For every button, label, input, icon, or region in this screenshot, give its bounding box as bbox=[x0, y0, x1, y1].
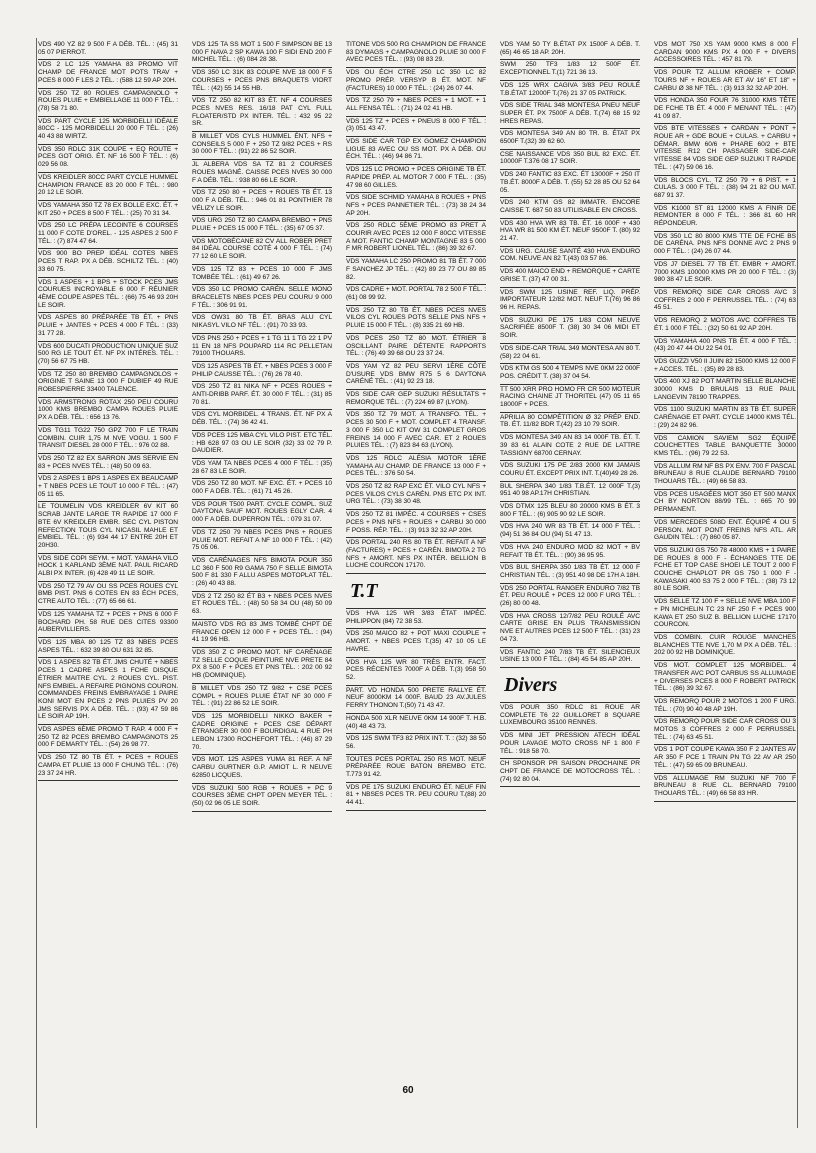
classified-ad: VDS 400 MAICO END + REMORQUE + CARTE GRISE T. (37) 47 00 31. bbox=[500, 267, 640, 287]
classified-ad: CH SPONSOR PR SAISON PROCHAINE PR CHPT DE FRANCE DE MOTOCROSS TÉL. : (74) 92 80 04. bbox=[500, 759, 640, 787]
classified-ad: VDS OU ÉCH CTRE 250 LC 350 LC 82 PROMO PRÉP. VERSYP B ÉT. MOT. NF (FACTURES) 10 000 F TÉL. : (24) 26 07 44. bbox=[346, 68, 486, 96]
classified-ad: VDS OW31 80 TB ÉT. BRAS ALU CYL NIKASYL VILO NF TÉL. : (91) 70 33 93. bbox=[192, 313, 332, 333]
classified-ad: APRILIA 80 COMPÉTITION Ø 32 PRÉP END. TB. ÉT. 11/82 BDR T.(42) 23 10 79 SOIR. bbox=[500, 413, 640, 433]
classified-ad: VDS SUZUKI 175 PE 2/83 2000 KM JAMAIS COURU ÉT. EXCEPT PRIX INT. T.(40)49 28 26. bbox=[500, 461, 640, 481]
classified-ad: VDS 125 MORBIDELLI NIKKO BAKER + CADRE ORIGINE + PCES CSE DÉPART ÉTRANGER 30 000 F BOURDIGAL 4 RUE PH LEBON 17300 ROCHEFORT TÉL. : (46) 87 29 70. bbox=[192, 712, 332, 756]
classified-ad: TT 500 XRR PRO HOMO FR CR 500 MOTEUR RACING CHAINE JT THORITEL (47) 05 11 65 18000F + PCES. bbox=[500, 385, 640, 413]
classified-ad: VDS HVA 240 ENDURO MOD 82 MOT + BV REFAIT TB ÉT. TÉL. : (90) 36 95 95. bbox=[500, 543, 640, 563]
classified-ad: VDS 350 LC 31K 83 COUPE NVE 18 000 F 5 COURSES + PCES PNS BRAQUETS VIORT TÉL. : (42) 55 14 55 HB. bbox=[192, 68, 332, 96]
classified-ad: VDS 2 ASPES 1 BPS 1 ASPES EX BEAUCAMP + T NBES PCES LE TOUT 10 000 F TÉL. : (47) 05 11 65. bbox=[38, 474, 178, 502]
classified-ad: VDS MOT. COMPLET 125 MORBIDEL. 4 TRANSFER AVC POT CARBUS SS ALLUMAGE + DIVERSES PCES 8 000 F ROBERT PATRICK TÉL. : (86) 39 32 67. bbox=[654, 661, 796, 697]
page-frame-right bbox=[797, 38, 798, 1128]
classified-ad: VDS HVA 240 WR 83 TB ÉT. 14 000 F TÉL. : (94) 51 36 84 OU (94) 51 47 13. bbox=[500, 522, 640, 542]
classified-ad: VDS HVA CROSS 12/7/82 PEU ROULÉ AVC CARTE GRISE EN PLUS TRANSMISSION NVE ET AUTRES PCES 12 500 F TÉL. : (31) 23 04 73. bbox=[500, 612, 640, 648]
classified-ads-page bbox=[38, 40, 796, 1120]
classified-ad: VDS SUZUKI PE 175 1/83 COM NEUVE SACRIFIÉE 8500F T. (38) 30 34 06 MIDI ET SOIR. bbox=[500, 316, 640, 344]
classified-ad: VDS PE 175 SUZUKI ENDURO ÉT. NEUF FIN 81 + NBSES PCES TR. PEU COURU T.(88) 20 44 41. bbox=[346, 783, 486, 811]
classified-ad: VDS ALLUMAGE RM SUZUKI NF 700 F BRUNEAU 8 RUE CL. BERNARD 79100 THOUARS TÉL. : (49) 66 58 83 HR. bbox=[654, 774, 796, 802]
classified-ad: VDS 2 LC 125 YAMAHA 83 PROMO VIT CHAMP DE FRANCE MOT POTS TRAV + PCES 8 000 F LES 2 TÉL. : (588 12 59 AP 20H. bbox=[38, 60, 178, 88]
classified-ad: B MILLET VDS CYLS HUMMEL ÉNT. NFS + CONSEILS 5 000 F + 250 TZ 9/82 PCES + RS 30 000 F TÉL. : (91) 22 86 52 SOIR. bbox=[192, 132, 332, 160]
classified-ad: VDS ASPES 80 PRÉPARÉE TB ÉT. + PNS PLUIE + JANTES + PCES 4 000 F TÉL. : (33) 31 77 28. bbox=[38, 313, 178, 341]
page-frame-left bbox=[36, 38, 37, 1128]
classified-ad: VDS YAMAHA 400 PNS TB ÉT. 4 000 F TÉL. : (43) 20 47 44 OU 22 54 01. bbox=[654, 337, 796, 357]
classified-ad: VDS PCES 250 TZ 80 MOT. ÉTRIER 8 OSCILLANT PAIRE DÉTENTE RAPPORTS TÉL. : (76) 49 39 68 OU 23 37 24. bbox=[346, 334, 486, 362]
classified-ad: MAISTO VDS RG 83 JMS TOMBÉ CHPT DE FRANCE OPEN 12 000 F + PCES TÉL. : (94) 41 19 96 HB. bbox=[192, 620, 332, 648]
classified-ad: VDS 125 SWM TF3 82 PRIX INT. T. : (32) 38 50 56. bbox=[346, 734, 486, 754]
classified-ad: VDS 125 WRX CAGIVA 3/83 PEU ROULÉ T.B.ÉTAT 12000F T.(76) 21 37 05 PATRICK. bbox=[500, 81, 640, 101]
classified-ad: VDS ALLUM RM NF BS PX ENV. 700 F PASCAL BRUNEAU 8 RUE CLAUDE BERNARD 79100 THOUARS TÉL. : (49) 66 58 83. bbox=[654, 462, 796, 490]
classified-ad: HONDA 500 XLR NEUVE 0KM 14 900F T. H.B. (40) 48 43 73. bbox=[346, 714, 486, 734]
classified-ad: VDS POUR TZ ALLUM KROBER + COMP. TOURS NF + ROUES AR ET AV 16" ET 18" + CARBU Ø 38 NF TÉL. : (3) 913 32 32 AP 20H. bbox=[654, 68, 796, 96]
classified-ad: VDS 1 ASPES + 1 BPS + STOCK PCES JMS COURUES INCROYABLE 6 000 F RÉUNIER 4ÈME COUPE ASPES TÉL. : (66) 75 46 93 20H LE SOIR. bbox=[38, 278, 178, 314]
classified-ad: VDS 250 TZ 82 EX SARRON JMS SERVIE EN 83 + PCES NVES TÉL. : (48) 50 09 63. bbox=[38, 454, 178, 474]
classified-ad: VDS 125 TZ + PCES + PNEUS 8 000 F TÉL. : (3) 051 43 47. bbox=[346, 117, 486, 137]
classified-ad: VDS 240 FANTIC 83 EXC. ÉT 13000F + 250 IT TB.ÉT. 8000F A DÉB. T. (55) 52 28 85 OU 52 64 05. bbox=[500, 170, 640, 198]
classified-ad: VDS 250 PORTAL RANGER ENDURO 7/82 TB ÉT. PEU ROULÉ + PCES 12 000 F URG TÉL. : (26) 80 00 48. bbox=[500, 584, 640, 612]
classified-ad: TOUTES PCES PORTAL 250 RS MOT. NEUF PRÉPARÉE ROUE BATON BREMBO ETC. T.773 91 42. bbox=[346, 755, 486, 783]
classified-ad: VDS 250 TZ 80 ROUES CAMPAGNOLO + ROUES PLUIE + EMBIELLAGE 11 000 F TÉL. : (78) 58 71 80. bbox=[38, 89, 178, 117]
classified-ad: PART. VD HONDA 500 PRETE RALLYE ÉT. NEUF 8000KM 14 000F. BAUD 23 AV.JULES FERRY THONON T.(50) 71 43 47. bbox=[346, 686, 486, 714]
classified-ad: VDS PORTAL 240 RS 80 TB ÉT. REFAIT A NF (FACTURES) + PCES + CARÉN. BIMOTA 2 TG NFS + AMORT. NFS PX INTÉR. BELLION B LUCHE COURCON 17170. bbox=[346, 538, 486, 574]
ads-column-3 bbox=[346, 40, 486, 1120]
classified-ad: VDS SIDE TRIAL 348 MONTESA PNEU NEUF SUPER ÉT. PX 7500F A DÉB. T.(74) 68 15 92 HRES REPAS. bbox=[500, 101, 640, 129]
classified-ad: VDS SIDE-CAR TRIAL 349 MONTESA AN 80 T. (58) 22 04 61. bbox=[500, 344, 640, 364]
classified-ad: VDS GUZZI V50 II JUIN 82 15000 KMS 12 000 F + ACCES. TÉL. : (35) 89 28 83. bbox=[654, 357, 796, 377]
classified-ad: VDS SUZUKI 500 RGB + ROUES + PC 9 COURSES 3ÈME CHPT OPEN MEYER TÉL. : (50) 02 96 05 LE SOIR. bbox=[192, 784, 332, 812]
classified-ad: VDS PCES USAGÉES MOT 350 ET 500 MANX CH BY NORTON 88/99 TÉL. : 665 70 99 PERMANENT. bbox=[654, 490, 796, 518]
classified-ad: VDS 350 LC PROMO CARÉN. SELLE MONO BRACELETS NBES PCES PEU COURU 9 000 F TÉL. : 306 91 91. bbox=[192, 285, 332, 313]
classified-ad: VDS SIDE CAR GEP SUZUKI RÉSULTATS + REMORQUE TÉL. : (7) 224 69 87 (LYON). bbox=[346, 390, 486, 410]
classified-ad: VDS CYL MORBIDEL. 4 TRANS. ÉT. NF PX A DÉB. TÉL. : (74) 36 42 41. bbox=[192, 410, 332, 430]
classified-ad: VDS 250 MAICO 82 + POT MAXI COUPLE + AMORT. + NBES PCES T.(35) 47 10 05 LE HAVRE. bbox=[346, 629, 486, 657]
classified-ad: VDS 2 TZ 250 82 ÉT B3 + NBES PCES NVES ET ROUES TÉL. : (48) 50 58 34 OU (48) 50 09 63. bbox=[192, 592, 332, 620]
classified-ad: VDS 250 TZ 82 RAP EXC ÉT. VILO CYL NFS + PCES VILOS CYLS CARÉN. PNS ETC PX INT. URG TÉL. : (73) 38 30 48. bbox=[346, 482, 486, 510]
classified-ad: VDS 400 XJ 82 POT MARTIN SELLE BLANCHE 30000 KMS D BRULAIS 13 RUE PAUL LANGEVIN 78190 TRAPPES. bbox=[654, 377, 796, 405]
classified-ad: VDS 125 TZ 83 + PCES 10 000 F JMS TOMBÉE TÉL. : (61) 49 67 26. bbox=[192, 265, 332, 285]
classified-ad: VDS 900 BO PREP IDÉAL COTES NBES PCES T RAP. PX A DÉB. SCHILTZ TÉL. : (40) 33 60 75. bbox=[38, 249, 178, 277]
section-heading: T.T bbox=[346, 574, 486, 609]
classified-ad: VDS MINI JET PRESSION ATECH IDÉAL POUR LAVAGE MOTO CROSS NF 1 800 F TÉL. : 918 58 70. bbox=[500, 731, 640, 759]
classified-ad: VDS YAMAHA LC 250 PROMO 81 TB ÉT. 7 000 F SANCHEZ JP TÉL. : (42) 89 23 77 OU 89 85 82. bbox=[346, 257, 486, 285]
classified-ad: VDS 250 TZ 80 TB ÉT. NBES PCES NVES VILOS CYL ROUES POTS SELLE PNS NFS + PLUIE 15 000 F TÉL. : (8) 335 21 69 HB. bbox=[346, 306, 486, 334]
classified-ad: VDS J7 DIESEL 77 TB ÉT. EMBR + AMORT. 7000 KMS 100000 KMS PR 20 000 F TÉL. : (3) 980 38 47 LE SOIR. bbox=[654, 260, 796, 288]
classified-ad: VDS YAM 50 TY B.ÉTAT PX 1500F A DÉB. T. (65) 46 65 18 AP. 20H. bbox=[500, 40, 640, 60]
classified-ad: VDS PART CYCLE 125 MORBIDELLI IDÉALE 80CC - 125 MORBIDELLI 20 000 F TÉL. : (26) 40 43 88 WIRTZ. bbox=[38, 117, 178, 145]
classified-ad: VDS 250 TZ 81 IMPÉC. 4 COURSES + CSES PCES + PNS NFS + ROUES + CARBU 30 000 F POSS. RÉP. TÉL. : (3) 913 32 32 AP 20H. bbox=[346, 510, 486, 538]
page-number: 60 bbox=[402, 1085, 414, 1096]
classified-ad: VDS KREIDLER 80CC PART CYCLE HUMMEL CHAMPION FRANCE 83 20 000 F TÉL. : 980 20 12 LE SOIR. bbox=[38, 173, 178, 201]
classified-ad: VDS 1100 SUZUKI MARTIN 83 TB ÉT. SUPER CARÉNAGE ET PART. CYCLE 14000 KMS TÉL. : (29) 24 82 96. bbox=[654, 405, 796, 433]
classified-ad: VDS BUL SHERPA 350 1/83 TB ÉT. 12 000 F CHRISTIAN TÉL. : (3) 951 40 98 DE 17H A 18H. bbox=[500, 563, 640, 583]
classified-ad: B MILLET VDS 250 TZ 9/82 + CSE PCES COMPL + ROUES PLUIE ÉTAT NF 30 000 F TÉL. : (91) 22 86 52 LE SOIR. bbox=[192, 684, 332, 712]
classified-ad: VDS MONTESA 349 AN 80 TR. B. ÉTAT PX 6500F T.(32) 39 62 60. bbox=[500, 129, 640, 149]
classified-ad: VDS 125 TA SS MOT 1 500 F SIMPSON BE 13 000 F NAVA 2 SP KAWA 100 F SIDI END 200 F MICHEL TÉL. : (6) 084 28 38. bbox=[192, 40, 332, 68]
ads-column-4 bbox=[500, 40, 640, 1120]
classified-ad: VDS 350 Z C PROMO MOT. NF CARÉNAGE TZ SELLE COQUE PEINTURE NVE PRETE 84 PX 8 500 F + PCES ET PNS TÉL. : 202 00 92 HB (DOMINIQUE). bbox=[192, 648, 332, 684]
classified-ad: CSE NAISSANCE VDS 350 BUL 82 EXC. ÉT. 10000F T.376 08 17 SOIR. bbox=[500, 150, 640, 170]
classified-ad: VDS 125 MBA 80 125 TZ 83 NBES PCES ASPES TÉL. : 632 39 80 OU 631 32 85. bbox=[38, 638, 178, 658]
classified-ad: VDS ARMSTRONG ROTAX 250 PEU COURU 1000 KMS BREMBO CAMPA ROUES PLUIE PX A DÉB. TÉL. : 656 13 76. bbox=[38, 398, 178, 426]
classified-ad: VDS MONTESA 349 AN 83 14 000F TB. ÉT. T. 39 83 61 ALAIN COTE 2 RUE DE LATTRE TASSIGNY 68700 CERNAY. bbox=[500, 433, 640, 461]
classified-ad: VDS SIDE SCHMID YAMAHA 8 ROUES + PNS NFS + PCES PANNETIER TÉL. : (73) 38 24 34 AP 20H. bbox=[346, 193, 486, 221]
classified-ad: VDS SUZUKI GS 750 78 48000 KMS + 1 PAIRE DE ROUES 8 000 F - ÉCHANGES TTE DE FCHE ET TOP CASE SHOEI LE TOUT 2 000 F COUCHE CHAPLOT PR GS 750 1 000 F - KAWASAKI 400 S3 75 2 000 F TÉL. : (38) 73 12 80 LE SOIR. bbox=[654, 546, 796, 597]
classified-ad: VDS 250 RDLC 5ÈME PROMO 83 PRET A COURIR AVEC PCES 12 000 F 80CC VITESSE A MOT. FANTIC CHAMP MONTAGNE 83 5 000 F MR ROBERT LIONEL TÉL. : (86) 39 32 67. bbox=[346, 221, 486, 257]
classified-ad: VDS TZ 250 79 NBES PCES PNS + ROUES PLUIE MOT. REFAIT A NF 10 000 F TÉL. : (42) 75 05 06. bbox=[192, 528, 332, 556]
classified-ad: VDS 125 RDLC ALÉSIA MOTOR 1ÈRE YAMAHA AU CHAMP. DE FRANCE 13 000 F + PCES TÉL. : 376 50 54. bbox=[346, 454, 486, 482]
classified-ad: VDS FANTIC 240 7/83 TB ÉT. SILENCIEUX USINE 13 000 F TÉL. : (84) 45 54 85 AP 20H. bbox=[500, 648, 640, 668]
classified-ad: VDS YAMAHA 350 TZ 78 EX BOLLE EXC. ÉT. + KIT 250 + PCES 8 500 F TÉL. : (25) 70 31 34. bbox=[38, 201, 178, 221]
classified-ad: SWM 250 TF3 1/83 12 500F ÉT. EXCEPTIONNEL T.(1) 721 36 13. bbox=[500, 60, 640, 80]
classified-ad: VDS KTM GS 500 4 TEMPS NVE 0KM 22 000F POS. CRÉDIT T. (38) 37 04 54. bbox=[500, 364, 640, 384]
classified-ad: VDS POUR 350 RDLC 81 ROUE AR COMPLETE T6 22 GUILLORET 8 SQUARE LUXEMBOURG 35100 RENNES. bbox=[500, 703, 640, 731]
classified-ad: JL ALBERA VDS SA TZ 81 2 COURSES ROUES MAGNÉ. CAISSE PCES NVES 30 000 F A DÉB. TÉL. : 938 80 66 LE SOIR. bbox=[192, 160, 332, 188]
classified-ad: VDS 125 ASPES TB ÉT. + NBES PCES 3 000 F PHILIP CAUSSE TÉL. : (76) 26 78 40. bbox=[192, 362, 332, 382]
classified-ad: VDS TZ 250 80 BREMBO CAMPAGNOLOS + ORIGINE T SAINE 13 000 F DUBIEF 49 RUE ROBESPIERRE 33400 TALENCE. bbox=[38, 370, 178, 398]
classified-ad: VDS 430 HVA WR 83 TB. ÉT. 16 000F + 430 HVA WR 81 500 KM ÉT. NEUF 9500F T. (80) 92 21 47. bbox=[500, 219, 640, 247]
classified-ad: VDS 125 LC PROMO + PCES ORIGINE TB ÉT. RAPIDE PRÉP. AL MOTOR 7 000 F TÉL. : (35) 47 98 60 GILLES. bbox=[346, 165, 486, 193]
classified-ad: VDS MOT. 125 ASPES YUMA 81 REF. A NF CARBU GURTNER G.P. AMIOT L. R NEUVE 62850 LICQUES. bbox=[192, 755, 332, 783]
classified-ad: VDS CAMION SAVIEM SG2 ÉQUIPÉ COUCHETTES TABLE BANQUETTE 30000 KMS TÉL. : (96) 79 22 53. bbox=[654, 434, 796, 462]
classified-ad: VDS 350 TZ 79 MOT. A TRANSFO. TÉL. + PCES 30 500 F + MOT. COMPLET 4 TRANSF. 3 000 F 350 LC KIT OW 31 COMPLET GROS FREINS 14 000 F AVEC CAR. ET 2 ROUES PLUIES TÉL. : (7) 823 84 63 (LYON). bbox=[346, 410, 486, 454]
classified-ad: VDS BLOCS CYL. TZ 250 79 + 6 PIST. + 1 CULAS. 3 000 F TÉL. : (38) 94 21 82 OU MAT. 687 91 37. bbox=[654, 176, 796, 204]
ads-column-5 bbox=[654, 40, 796, 1120]
classified-ad: VDS 350 LC 80 8000 KMS TTE DE FCHE BS DE CARÉNA. PNS NFS DONNE AVC 2 PNS 9 000 F TÉL. : (24) 26 07 44. bbox=[654, 232, 796, 260]
classified-ad: VDS YAM YZ 82 PEU SERVI 1ÈRE CÔTE D'USURE VDS BMW R75 5 6 DAYTONA CARÉNÉ TÉL. : (41) 92 23 18. bbox=[346, 362, 486, 390]
ads-column-2 bbox=[192, 40, 332, 1120]
classified-ad: VDS 250 TZ 79 AV OU SS PCES ROUES CYL BMB PIST. PNS 6 COTES EN 83 ÉCH PCES, CTRE AUTO TÉL. : (77) 65 66 61. bbox=[38, 582, 178, 610]
classified-ad: VDS CADRE + MOT. PORTAL 78 2 500 F TÉL. : (61) 08 99 92. bbox=[346, 285, 486, 305]
classified-ad: VDS SELLE TZ 100 F + SELLE NVE MBA 100 F + PN MICHELIN TC 23 NF 250 F + PCES 900 KAWA ET 250 SUZ B. BELLION LUCHE 17170 COURCON. bbox=[654, 597, 796, 633]
classified-ad: VDS 250 TZ 80 MOT. NF EXC. ÉT. + PCES 10 000 F A DÉB. TÉL. : (61) 71 45 26. bbox=[192, 479, 332, 499]
classified-ad: VDS MERCEDES 508D ENT. ÉQUIPÉ 4 OU 5 PERSON. MOT PONT FREINS NFS ATL. AR GAUDIN TÉL. : (7) 860 05 87. bbox=[654, 518, 796, 546]
classified-ad: VDS 250 TZ 80 TB ÉT. + PCES + ROUES CAMPA ET PLUIE 13 000 F CHUNG TÉL. : (76) 23 37 24 HR. bbox=[38, 753, 178, 781]
classified-ad: VDS SWM 125 USINE REF. LIQ. PRÉP. IMPORTATEUR 12/82 MOT. NEUF T.(76) 96 86 96 H. REPAS. bbox=[500, 288, 640, 316]
classified-ad: VDS MOTOBÉCANE 82 CV ALL ROBER PRET 84 IDÉAL COURSE COTÉ 4 000 F TÉL. : (74) 77 12 60 LE SOIR. bbox=[192, 237, 332, 265]
classified-ad: VDS 490 YZ 82 9 500 F A DÉB. TÉL. : (45) 31 05 07 PIERROT. bbox=[38, 40, 178, 60]
classified-ad: VDS REMORQ SIDE CAR CROSS AVC 3 COFFRES 2 000 F PERRUSSEL TÉL. : (74) 63 45 51. bbox=[654, 288, 796, 316]
classified-ad: VDS 240 KTM GS 82 IMMATR. ENCORE CAISSE T. 687 50 83 UTILISABLE EN CROSS. bbox=[500, 198, 640, 218]
section-heading: Divers bbox=[500, 668, 640, 703]
classified-ad: VDS TZ 250 79 + NBES PCES + 1 MOT. + 1 ALL FENSA TÉL. : (71) 24 02 41 HB. bbox=[346, 96, 486, 116]
classified-ad: TITONE VDS 500 RG CHAMPION DE FRANCE 83 DYMAGS + CAMPAGNOLO PLUIE 30 000 F AVEC PCES TÉL. : (93) 08 83 29. bbox=[346, 40, 486, 68]
classified-ad: VDS HVA 125 WR 3/83 ÉTAT IMPÉC. PHILIPPON (84) 72 38 53. bbox=[346, 609, 486, 629]
classified-ad: VDS 1 ASPES 82 TB ÉT. JMS CHUTÉ + NBES PCES 1 CADRE ASPES 1 FCHE DISQUE ÉTRIER MAITRE CYL. 2 ROUES CYL. PIST. NFS EMBIEL. A REFAIRE PIGNONS COURON. COMMANDES FREINS EMBRAYAGE 1 PAIRE KONI MOT EN PCES 2 PNS PLUIES PV 20 JMS SERVIS PX A DÉB. TÉL. : (93) 47 59 86 LE SOIR AP 19H. bbox=[38, 658, 178, 725]
classified-ad: VDS 125 YAMAHA TZ + PCES + PNS 6 000 F BOCHARD PH. 58 RUE DES CITES 93300 AUBERVILLIERS. bbox=[38, 610, 178, 638]
classified-ad: VDS HVA 125 WR 80 TRÈS ENTR. FACT. PCES RÉCENTES 7000F A DÉB. T.(3) 958 50 52. bbox=[346, 658, 486, 686]
classified-ad: VDS CARÉNAGES NFS BIMOTA POUR 350 LC 360 F 500 R9 GAMA 750 F SELLE BIMOTA 500 F 81 330 F ALLU ASPES MOTOPLAT TÉL. : (26) 40 43 88. bbox=[192, 556, 332, 592]
classified-ad: VDS MOT 750 XS YAM 9000 KMS 8 000 F CARDAN 9000 KMS PX 4 000 F + DIVERS ACCESSOIRES TÉL. : 457 81 79. bbox=[654, 40, 796, 68]
classified-ad: LE TOUMELIN VDS KREIDLER 6V KIT 60 SCRAB JANTE LARGE TR RAPIDE 17 000 F BTE 6V KREIDLER EMBR. SEC CYL PISTON REFECTION TOUS CYL NICASIL MAHLE ET EMBIEL. TÉL. : (6) 934 44 17 ENTRE 20H ET 20H30. bbox=[38, 502, 178, 553]
classified-ad: VDS 600 DUCATI PRODUCTION UNIQUE SUZ 500 RG LE TOUT ÉT. NF PX INTÉRES. TÉL. : (70) 56 67 75 HB. bbox=[38, 342, 178, 370]
classified-ad: VDS REMORQ 2 MOTOS AVC COFFRES TB ÉT. 1 000 F TÉL. : (32) 50 61 92 AP 20H. bbox=[654, 316, 796, 336]
classified-ad: VDS POUR T500 PART. CYCLE COMPL. SUZ DAYTONA SAUF MOT. ROUES EGLY CAR. 4 000 F A DÉB. DUPERRON TÉL. : 079 31 07. bbox=[192, 500, 332, 528]
classified-ad: VDS 250 TZ 81 NIKA NF + PCES ROUES + ANTI-DRIBB PARF. ÉT. 30 000 F TÉL. : (31) 85 70 81. bbox=[192, 382, 332, 410]
ads-column-1 bbox=[38, 40, 178, 1120]
classified-ad: VDS TZ 250 82 KIT 83 ÉT. NF 4 COURSES PCES NVES RES. 16/18 PAT CYL FULL FLOATER/STD PX INTER. TÉL. : 432 95 22 SR. bbox=[192, 96, 332, 132]
classified-ad: VDS 350 RDLC 31K COUPE + EQ ROUTE + PCES GOT ORIG. ÉT. NF 16 500 F TÉL. : (6) 029 56 08. bbox=[38, 145, 178, 173]
classified-ad: VDS SIDE CAR TGP EX GOMEZ CHAMPION LIGUE 83 AVEC OU SS MOT. PX A DÉB. OU ÉCH. TÉL. : (46) 94 86 71. bbox=[346, 137, 486, 165]
classified-ad: VDS YAM TA NBES PCES 4 000 F TÉL. : (35) 28 67 83 LE SOIR. bbox=[192, 459, 332, 479]
classified-ad: VDS URG. CAUSE SANTÉ 430 HVA ENDURO COM. NEUVE AN 82 T.(43) 03 57 86. bbox=[500, 247, 640, 267]
classified-ad: VDS REMORQ POUR 2 MOTOS 1 200 F URG. TÉL. : (70) 90 40 48 AP 19H. bbox=[654, 697, 796, 717]
classified-ad: VDS SIDE COPI SEYM. + MOT. YAMAHA VILO HOCK 1 KARLAND 3ÈME NAT. PAUL RICARD ALBI PX INTER. (6) 428 49 11 LE SOIR. bbox=[38, 554, 178, 582]
classified-ad: BUL SHERPA 340 1/83 T.B.ÉT. 12 000F T.(3) 951 40 98 AP.17H CHRISTIAN. bbox=[500, 482, 640, 502]
classified-ad: VDS PNS 250 + PCES + 1 TG 11 1 TG 22 1 PV 11 EN 18 NFS POUPARD 114 RC PELLETAN 79100 THOUARS. bbox=[192, 334, 332, 362]
classified-ad: VDS TZ 250 80 + PCES + ROUES TB ÉT. 13 000 F A DÉB. TÉL. : 946 01 81 PONTHIER 78 VÉLIZY LE SOIR. bbox=[192, 188, 332, 216]
classified-ad: VDS BTE VITESSES + CARDAN + PONT + ROUE AR + GDE BOUE + CULAS. + CARBU + DÉMAR. BMW 60/6 + PHARE 60/2 + BTE VITESSE R12 CH PASSAGER SIDE-CAR VITESSE 84 VDS SIDE GEP SUZUKI T RAPIDE TÉL. : (47) 59 06 16. bbox=[654, 124, 796, 175]
classified-ad: VDS REMORQ POUR SIDE CAR CROSS OU 3 MOTOS 3 COFFRES 2 000 F PERRUSSEL TÉL. : (74) 63 45 51. bbox=[654, 717, 796, 745]
classified-ad: VDS DTMX 125 BLEU 80 20000 KMS B ÉT. 3 800 F TÉL. : (6) 905 90 92 LE SOIR. bbox=[500, 502, 640, 522]
classified-ad: VDS TG11 TG22 750 GPZ 700 F LE TRAIN COMBIN. CUIR 1,75 M NVE VOGU. 1 500 F TRANSIT DIESEL 28 000 F TÉL. : 976 02 88. bbox=[38, 426, 178, 454]
classified-ad: VDS ASPES 6ÈME PROMO T RAP. 4 000 F + 250 TZ 82 PCES BREMBO CAMPAGNOTS 25 000 F DEMARTY TÉL. : (54) 26 98 77. bbox=[38, 725, 178, 753]
classified-ad: VDS 1 POT COUPE KAWA 350 F 2 JANTES AV AR 350 F PCE 1 TRAIN PN TG 22 AV AR 250 TÉL. : (47) 59 65 09 BRUNEAU. bbox=[654, 745, 796, 773]
classified-ad: VDS PCES 125 MBA CYL VILO PIST. ETC TÉL. : HB 628 97 03 OU LE SOIR (32) 33 02 79 P. DAUDIER. bbox=[192, 431, 332, 459]
classified-ad: VDS HONDA 350 FOUR 76 31000 KMS TÊTE DE FCHE TB ÉT. 4 000 F MENANT TÉL. : (47) 41 09 87. bbox=[654, 96, 796, 124]
classified-ad: VDS URG 250 TZ 80 CAMPA BREMBO + PNS PLUIE + PCES 15 000 F TÉL. : (35) 67 05 37. bbox=[192, 216, 332, 236]
classified-ad: VDS K1000 ST 81 12000 KMS A FINIR DE REMONTER 8 000 F TÉL. : 366 81 60 HR RÉPONDEUR. bbox=[654, 204, 796, 232]
classified-ad: VDS 250 LC PRÉPA LECOINTE 6 COURSES 11 000 F COTE D'OREL. - 125 ASPES 2 500 F TÉL. : (7) 874 47 64. bbox=[38, 221, 178, 249]
classified-ad: VDS COMBIN. CUIR ROUGE MANCHES BLANCHES TTE NVE 1,70 M PX A DÉB. TÉL. : 202 00 92 HB DOMINIQUE. bbox=[654, 633, 796, 661]
